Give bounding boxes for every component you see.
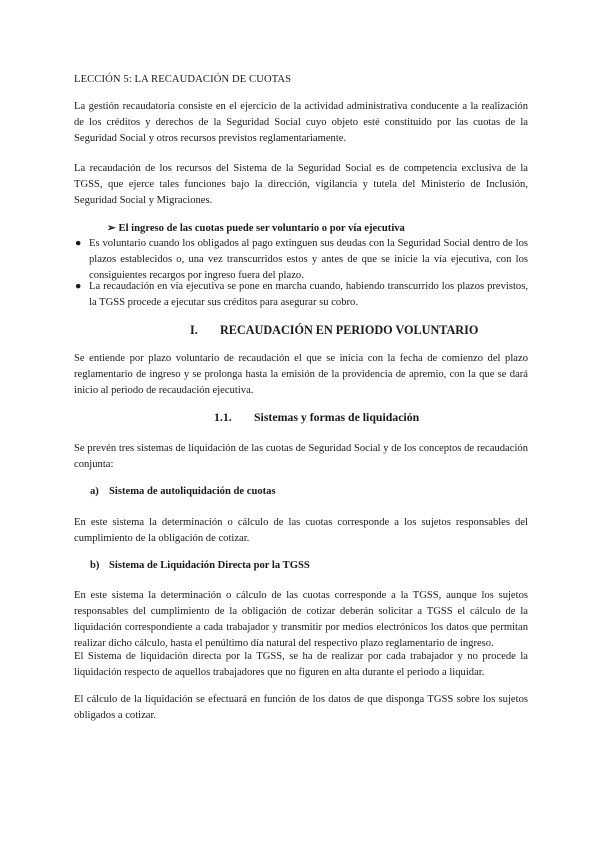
paragraph-plazo-voluntario: Se entiende por plazo voluntario de recaudación el que se inicia con la fecha de comienzo del plazo reglamentario de ingreso y se prolonga hasta la emisión de la providencia de apremio, con la que se dará inicio al periodo de recaudación ejecutiva. [74, 353, 528, 396]
section-title: RECAUDACIÓN EN PERIODO VOLUNTARIO [220, 323, 479, 337]
bullet-text: Es voluntario cuando los obligados al pago extinguen sus deudas con la Seguridad Social dentro de los plazos establecidos o, una vez transcurridos estos y antes de que se inicie la vía ejecutiva, con los consiguientes recargos por ingreso fuera del plazo. [89, 238, 528, 281]
list-item [75, 279, 528, 311]
bullet-text: La recaudación en vía ejecutiva se pone en marcha cuando, habiendo transcurrido los plazos previstos, la TGSS procede a ejecutar sus créditos para asegurar su cobro. [89, 281, 528, 308]
subheading-title: Sistema de autoliquidación de cuotas [109, 486, 276, 497]
subheading-title: Sistema de Liquidación Directa por la TGSS [109, 560, 310, 571]
ingreso-heading: ➢ El ingreso de las cuotas puede ser voluntario o por vía ejecutiva [107, 223, 405, 234]
paragraph-por-trabajador: El Sistema de liquidación directa por la TGSS, se ha de realizar por cada trabajador y no procede la liquidación respecto de aquellos trabajadores que no figuren en alta durante el periodo a liquidar. [74, 651, 528, 678]
paragraph-tres-sistemas: Se prevén tres sistemas de liquidación de las cuotas de Seguridad Social y de los conceptos de recaudación conjunta: [74, 443, 528, 470]
paragraph-liquidacion-directa: En este sistema la determinación o cálculo de las cuotas corresponde a la TGSS, aunque los sujetos responsables del cumplimiento de la obligación de cotizar deberán solicitar a TGSS el cálculo de la liquidación correspondiente a cada trabajador y transmitir por medios electrónicos los datos que permitan realizar dicho cálculo, hasta el penúltimo día natural del respectivo plazo reglamentario de ingreso. [74, 590, 528, 649]
subsection-title: Sistemas y formas de liquidación [254, 410, 420, 424]
bullet-icon: ● [75, 281, 82, 292]
section-number: I. [190, 323, 198, 337]
paragraph-competencia-tgss: La recaudación de los recursos del Sistema de la Seguridad Social es de competencia exclusiva de la TGSS, que ejerce tales funciones bajo la dirección, vigilancia y tutela del Ministerio de Inclusión, Seguridad Social y Migraciones. [74, 163, 528, 206]
list-item [75, 236, 528, 284]
paragraph-calculo: El cálculo de la liquidación se efectuará en función de los datos de que disponga TGSS sobre los sujetos obligados a cotizar. [74, 694, 528, 721]
paragraph-gestion-recaudatoria: La gestión recaudatoria consiste en el ejercicio de la actividad administrativa conducente a la realización de los créditos y derechos de la Seguridad Social cuyo objeto esté constituido por las cuotas de la Seguridad Social y otros recursos previstos reglamentariamente. [74, 101, 528, 144]
subheading-label: a) [90, 486, 99, 497]
bullet-icon: ● [75, 238, 82, 249]
paragraph-autoliquidacion: En este sistema la determinación o cálculo de las cuotas corresponde a los sujetos responsables del cumplimiento de la obligación de cotizar. [74, 517, 528, 544]
lesson-title: LECCIÓN 5: LA RECAUDACIÓN DE CUOTAS [74, 74, 292, 85]
subheading-label: b) [90, 560, 100, 571]
subsection-number: 1.1. [214, 410, 232, 424]
